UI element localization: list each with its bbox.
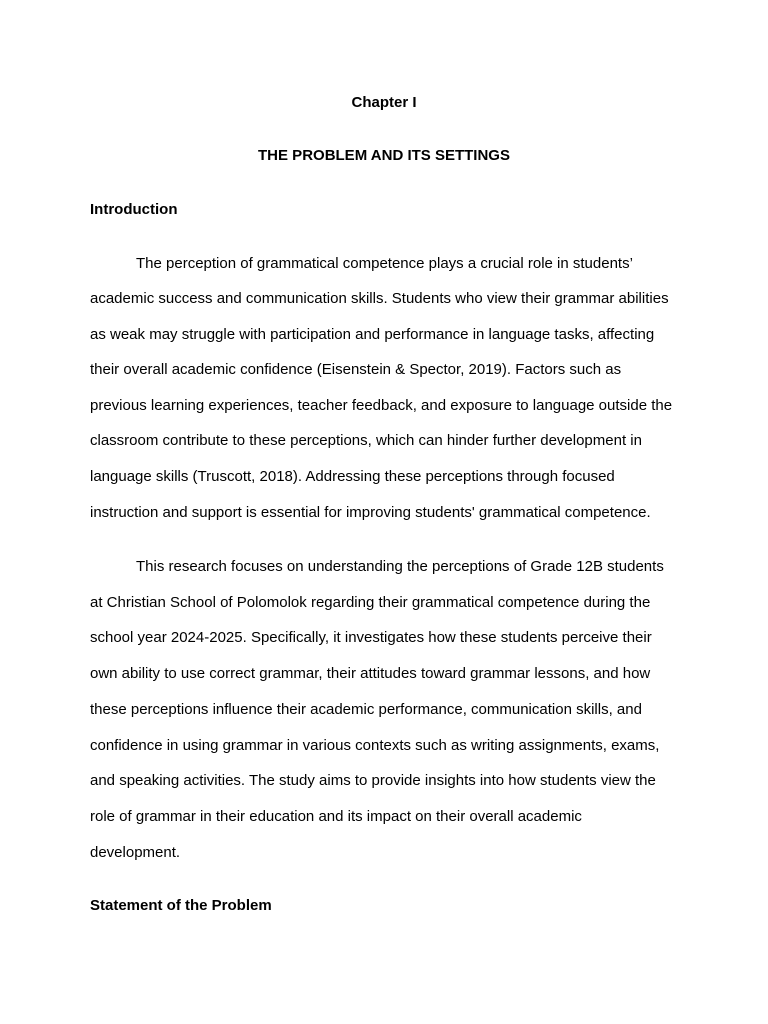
paragraph-1-line: academic success and communication skills. Students who view their grammar abilities [90,290,669,307]
paragraph-1-line: as weak may struggle with participation and performance in language tasks, affecting [90,326,655,343]
paragraph-1-line: The perception of grammatical competence plays a crucial role in students’ [136,255,633,272]
introduction-heading: Introduction [90,201,178,218]
paragraph-1-line: classroom contribute to these perceptions, which can hinder further development in [90,432,642,449]
paragraph-2-line: at Christian School of Polomolok regarding their grammatical competence during the [90,594,651,611]
paragraph-2-line: and speaking activities. The study aims to provide insights into how students view the [90,772,656,789]
paragraph-1-line: instruction and support is essential for improving students' grammatical competence. [90,504,651,521]
statement-of-problem-heading: Statement of the Problem [90,897,272,914]
chapter-label: Chapter I [351,94,417,111]
paragraph-2-line: these perceptions influence their academic performance, communication skills, and [90,701,642,718]
paragraph-2-line: development. [90,844,181,861]
paragraph-2-line: role of grammar in their education and its impact on their overall academic [90,808,582,825]
paragraph-1-line: previous learning experiences, teacher feedback, and exposure to language outside the [90,397,673,414]
paragraph-1-line: their overall academic confidence (Eisenstein & Spector, 2019). Factors such as [90,361,622,378]
paragraph-1-line: language skills (Truscott, 2018). Addressing these perceptions through focused [90,468,615,485]
paragraph-2-line: school year 2024-2025. Specifically, it investigates how these students perceive their [90,629,652,646]
paragraph-2-line: confidence in using grammar in various contexts such as writing assignments, exams, [90,737,660,754]
paragraph-2-line: This research focuses on understanding the perceptions of Grade 12B students [136,558,664,575]
paragraph-2-line: own ability to use correct grammar, their attitudes toward grammar lessons, and how [90,665,651,682]
chapter-title: THE PROBLEM AND ITS SETTINGS [258,147,510,164]
